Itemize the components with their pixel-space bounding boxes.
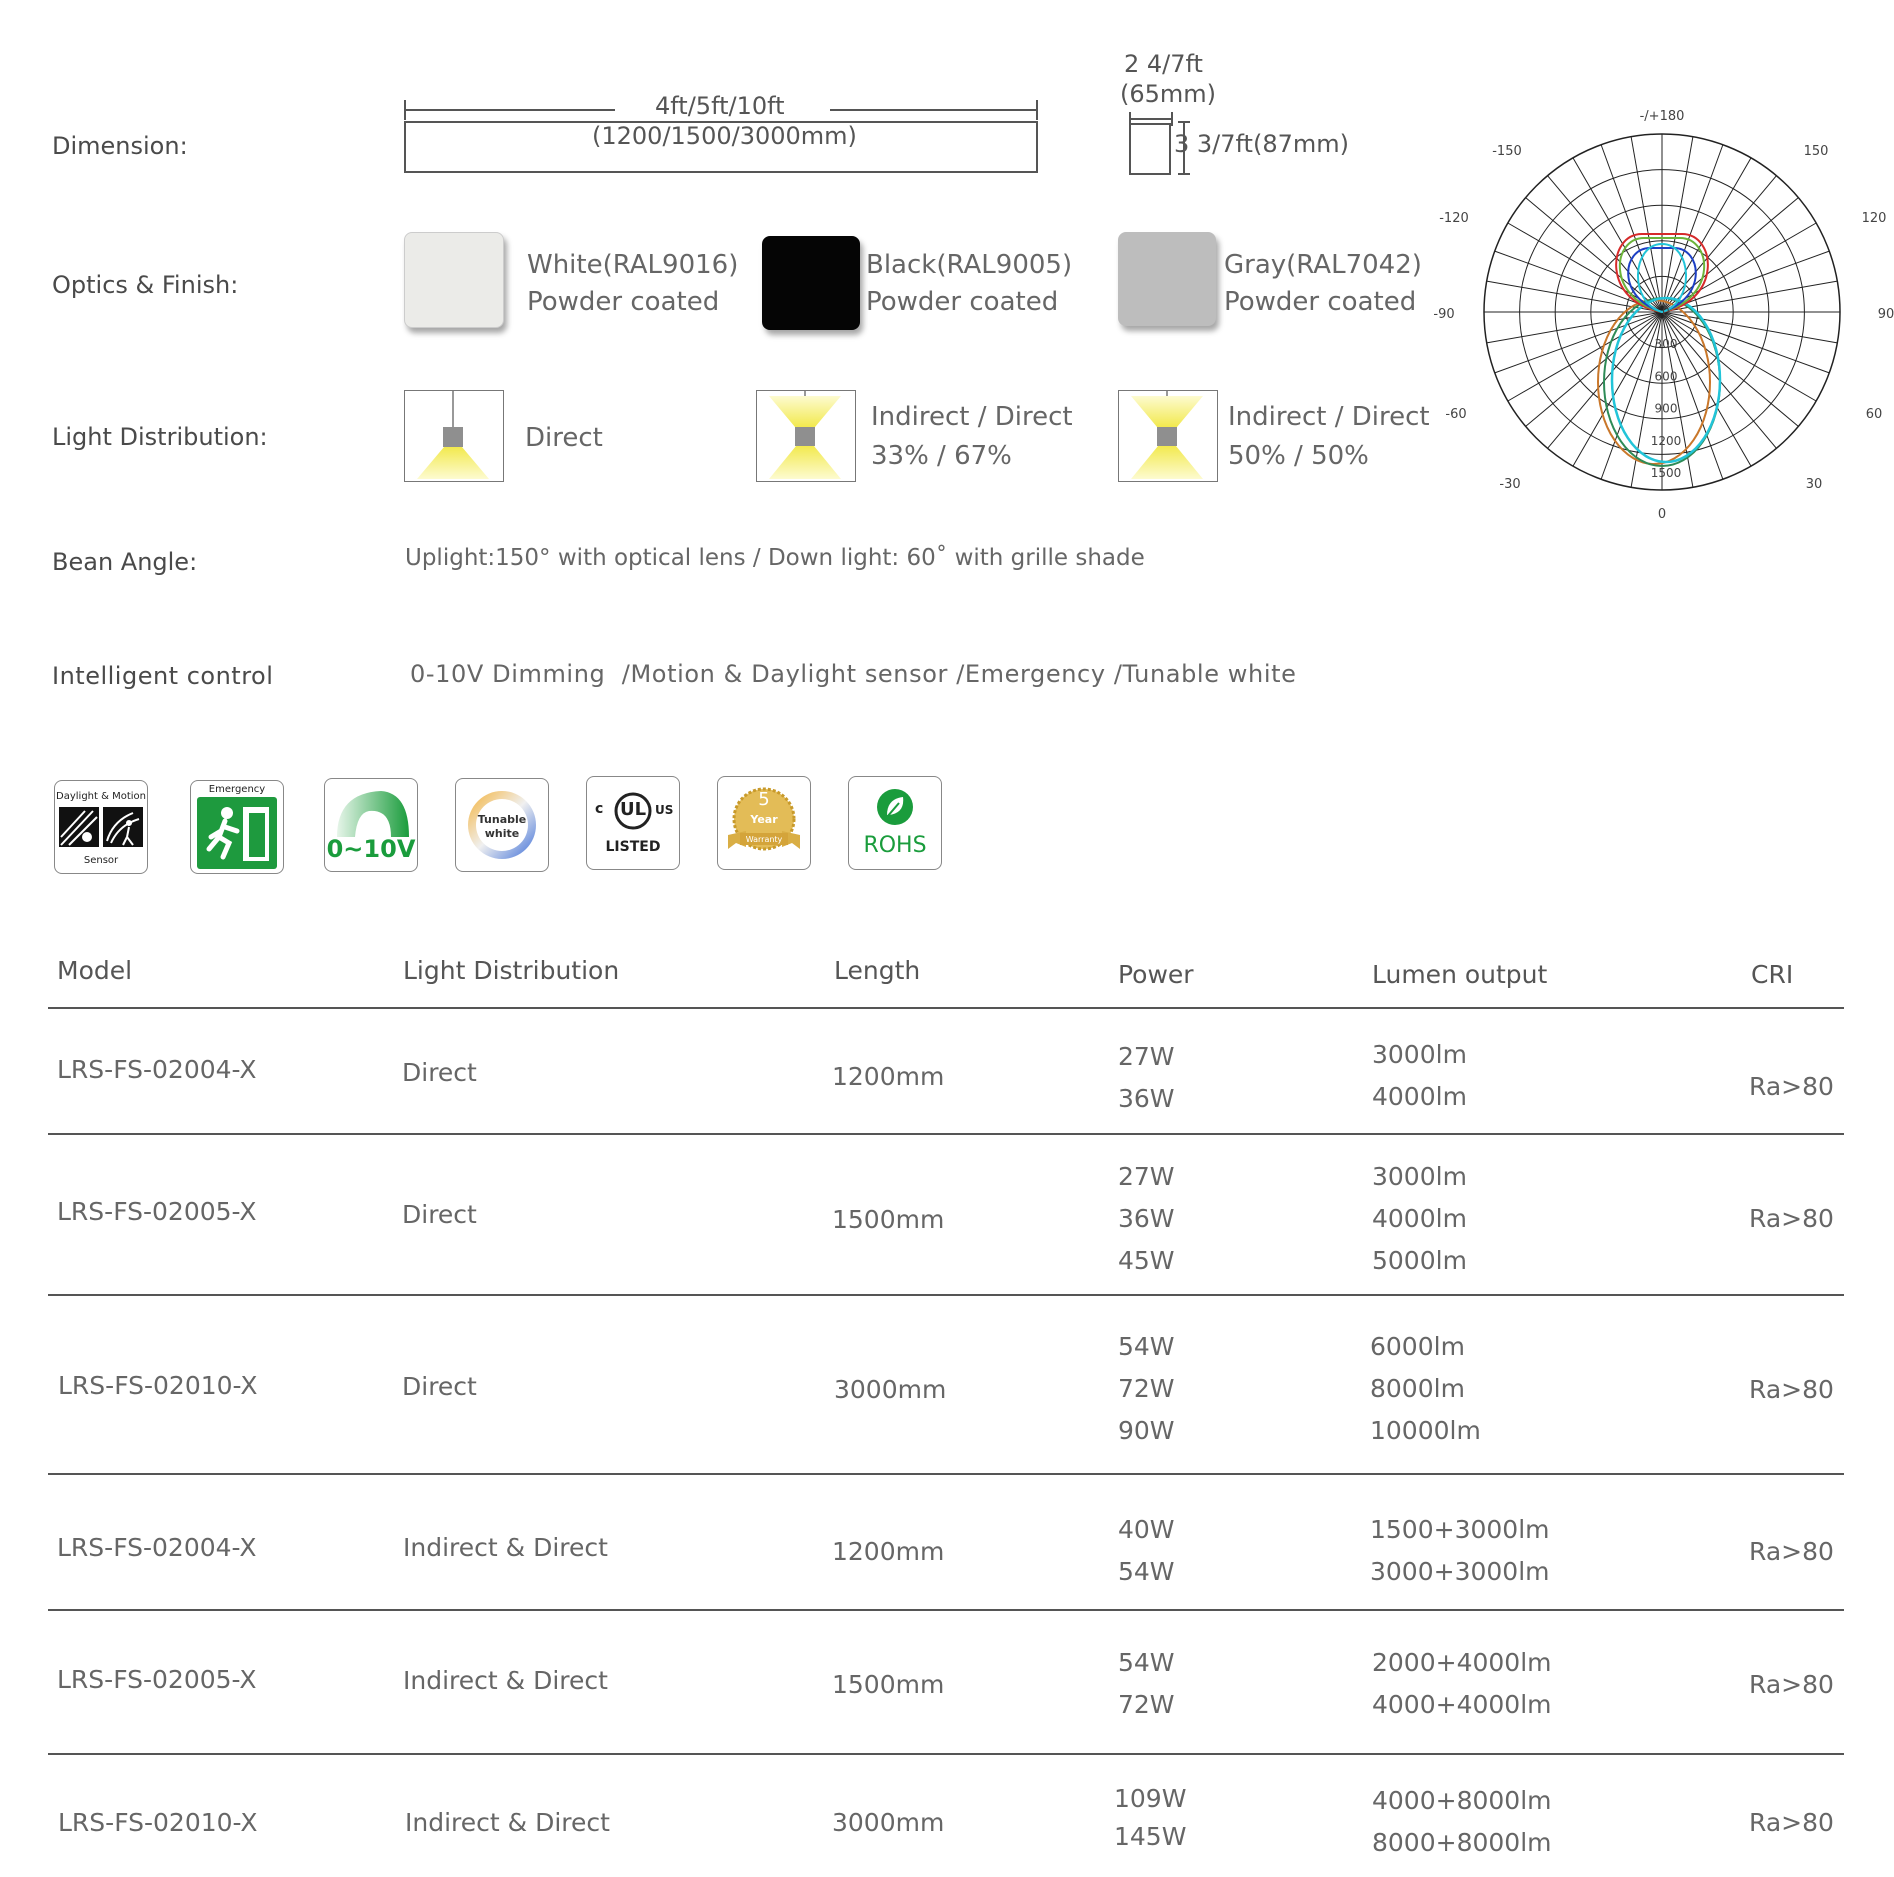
black-finish-coat: Powder coated	[866, 287, 1059, 317]
gray-finish-swatch	[1118, 232, 1216, 326]
row-power	[1118, 1326, 1175, 1452]
emergency-badge	[190, 780, 284, 874]
indirect-direct-33-text: Indirect / Direct	[871, 402, 1073, 432]
rohs-text: ROHS	[863, 833, 927, 858]
row-distribution: Direct	[402, 1058, 477, 1087]
beam-angle-label: Bean Angle:	[52, 548, 198, 576]
indirect-direct-50-ratio: 50% / 50%	[1228, 441, 1369, 471]
row-length: 1500mm	[832, 1670, 945, 1699]
row-distribution: Direct	[402, 1200, 477, 1229]
optics-finish-label: Optics & Finish:	[52, 271, 239, 299]
power-value: 54W	[1118, 1557, 1175, 1586]
lumen-value: 3000lm	[1372, 1162, 1467, 1191]
length-mm-text: (1200/1500/3000mm)	[592, 122, 857, 150]
dimming-0-10v-badge	[324, 778, 418, 872]
rohs-badge	[848, 776, 942, 870]
polar-angle-label: -90	[1433, 307, 1455, 322]
power-value: 54W	[1118, 1332, 1175, 1361]
row-lumen	[1372, 1034, 1467, 1118]
row-lumen	[1372, 1780, 1552, 1864]
indirect-direct-50-text: Indirect / Direct	[1228, 402, 1430, 432]
warranty-year: Year	[750, 813, 778, 826]
power-value: 145W	[1114, 1822, 1187, 1851]
row-model: LRS-FS-02010-X	[58, 1371, 258, 1400]
row-power	[1118, 1156, 1175, 1282]
ul-mark-text: UL	[620, 799, 647, 820]
polar-angle-label: 90	[1877, 307, 1894, 322]
tunable-text-1: Tunable	[477, 813, 527, 826]
polar-label-bottom: 0	[1657, 507, 1667, 522]
row-lumen	[1372, 1642, 1552, 1726]
polar-radial-label: 300	[1654, 337, 1678, 352]
power-value: 36W	[1118, 1204, 1175, 1233]
lumen-value: 6000lm	[1370, 1332, 1465, 1361]
power-value: 27W	[1118, 1042, 1175, 1071]
row-cri: Ra>80	[1749, 1204, 1834, 1233]
sensor-icon	[59, 807, 143, 851]
lumen-value: 2000+4000lm	[1372, 1648, 1552, 1677]
lumen-value: 3000lm	[1372, 1040, 1467, 1069]
daylight-motion-sensor-badge	[54, 780, 148, 874]
header-cri: CRI	[1751, 960, 1794, 989]
sensor-top-text: Daylight & Motion	[56, 791, 146, 802]
dimming-arc-icon	[333, 787, 411, 839]
table-divider	[48, 1753, 1844, 1755]
warranty-label: Warranty	[745, 835, 783, 844]
row-cri: Ra>80	[1749, 1072, 1834, 1101]
table-divider	[48, 1473, 1844, 1475]
row-power	[1118, 1509, 1175, 1593]
emergency-exit-icon	[197, 797, 277, 869]
row-model: LRS-FS-02010-X	[58, 1808, 258, 1837]
table-divider	[48, 1609, 1844, 1611]
power-value: 45W	[1118, 1246, 1175, 1275]
width-mm-text: (65mm)	[1120, 80, 1217, 108]
row-length: 1500mm	[832, 1205, 945, 1234]
length-ft-text: 4ft/5ft/10ft	[655, 92, 785, 120]
polar-angle-label: -30	[1499, 477, 1521, 492]
row-cri: Ra>80	[1749, 1670, 1834, 1699]
row-distribution: Indirect & Direct	[403, 1533, 608, 1562]
intelligent-control-label: Intelligent control	[52, 662, 274, 690]
header-model: Model	[57, 956, 133, 985]
row-power	[1114, 1780, 1186, 1856]
polar-svg	[1430, 100, 1894, 530]
polar-angle-label: -60	[1445, 407, 1467, 422]
lumen-value: 3000+3000lm	[1370, 1557, 1550, 1586]
polar-angle-label: 150	[1803, 144, 1829, 159]
row-lumen	[1372, 1156, 1467, 1282]
lumen-value: 1500+3000lm	[1370, 1515, 1550, 1544]
table-divider	[48, 1007, 1844, 1009]
ul-c-text: c	[595, 801, 604, 817]
beam-angle-text: Uplight:150° with optical lens / Down light: 60˚ with grille shade	[405, 545, 1145, 571]
power-value: 72W	[1118, 1690, 1175, 1719]
header-power: Power	[1118, 960, 1194, 989]
polar-angle-label: 30	[1805, 477, 1823, 492]
warranty-badge	[717, 776, 811, 870]
power-value: 72W	[1118, 1374, 1175, 1403]
light-distribution-label: Light Distribution:	[52, 423, 268, 451]
row-power	[1118, 1036, 1175, 1120]
leaf-icon	[875, 787, 915, 827]
dimension-label: Dimension:	[52, 132, 188, 160]
power-value: 36W	[1118, 1084, 1175, 1113]
polar-radial-label: 0	[1662, 305, 1670, 319]
polar-radial-label: 1200	[1650, 433, 1682, 448]
power-value: 27W	[1118, 1162, 1175, 1191]
sensor-bottom-text: Sensor	[83, 855, 119, 866]
row-model: LRS-FS-02004-X	[57, 1055, 257, 1084]
polar-angle-label: -150	[1492, 144, 1522, 159]
direct-distribution-icon	[404, 390, 504, 482]
tunable-white-badge	[455, 778, 549, 872]
lumen-value: 10000lm	[1370, 1416, 1481, 1445]
polar-radial-label: 600	[1654, 369, 1678, 384]
table-divider	[48, 1133, 1844, 1135]
row-length: 3000mm	[834, 1375, 947, 1404]
header-length: Length	[834, 956, 921, 985]
row-length: 3000mm	[832, 1808, 945, 1837]
indirect-direct-50-50-icon	[1118, 390, 1218, 482]
row-cri: Ra>80	[1749, 1808, 1834, 1837]
header-lumen: Lumen output	[1372, 960, 1548, 989]
row-cri: Ra>80	[1749, 1375, 1834, 1404]
length-dimension-drawing	[400, 92, 1050, 182]
polar-radial-label: 900	[1654, 401, 1678, 416]
white-finish-swatch	[404, 232, 504, 328]
lumen-value: 4000+8000lm	[1372, 1786, 1552, 1815]
black-finish-name: Black(RAL9005)	[866, 250, 1073, 280]
white-finish-name: White(RAL9016)	[527, 250, 739, 280]
cross-section-drawing	[1120, 50, 1380, 180]
lumen-value: 8000+8000lm	[1372, 1828, 1552, 1857]
power-value: 54W	[1118, 1648, 1175, 1677]
row-lumen	[1370, 1509, 1550, 1593]
lumen-value: 4000lm	[1372, 1082, 1467, 1111]
polar-angle-label: 60	[1865, 407, 1883, 422]
indirect-direct-33-ratio: 33% / 67%	[871, 441, 1012, 471]
polar-angle-label: 120	[1861, 211, 1887, 226]
ul-listed-badge	[586, 776, 680, 870]
height-text: 3 3/7ft(87mm)	[1174, 130, 1349, 158]
width-ft-text: 2 4/7ft	[1124, 50, 1203, 78]
row-model: LRS-FS-02004-X	[57, 1533, 257, 1562]
ul-listed-text: LISTED	[605, 839, 661, 855]
tunable-text-2: white	[484, 827, 520, 840]
dimming-text: 0~10V	[326, 835, 416, 863]
emergency-text: Emergency	[208, 784, 266, 795]
row-distribution: Direct	[402, 1372, 477, 1401]
lumen-value: 8000lm	[1370, 1374, 1465, 1403]
polar-angle-label: -120	[1439, 211, 1469, 226]
row-power	[1118, 1642, 1175, 1726]
power-value: 109W	[1114, 1784, 1187, 1813]
lumen-value: 4000lm	[1372, 1204, 1467, 1233]
polar-radial-label: 1500	[1650, 466, 1682, 481]
power-value: 90W	[1118, 1416, 1175, 1445]
row-length: 1200mm	[832, 1062, 945, 1091]
polar-distribution-chart	[1430, 100, 1894, 530]
row-cri: Ra>80	[1749, 1537, 1834, 1566]
row-model: LRS-FS-02005-X	[57, 1197, 257, 1226]
row-distribution: Indirect & Direct	[405, 1808, 610, 1837]
gray-finish-coat: Powder coated	[1224, 287, 1417, 317]
ul-us-text: US	[655, 803, 674, 817]
white-finish-coat: Powder coated	[527, 287, 720, 317]
polar-label-top: -/+180	[1639, 109, 1685, 124]
power-value: 40W	[1118, 1515, 1175, 1544]
intelligent-control-text: 0-10V Dimming /Motion & Daylight sensor /Emergency /Tunable white	[410, 660, 1297, 688]
indirect-direct-33-67-icon	[756, 390, 856, 482]
table-divider	[48, 1294, 1844, 1296]
warranty-number: 5	[758, 789, 770, 810]
lumen-value: 5000lm	[1372, 1246, 1467, 1275]
lumen-value: 4000+4000lm	[1372, 1690, 1552, 1719]
gray-finish-name: Gray(RAL7042)	[1224, 250, 1422, 280]
row-model: LRS-FS-02005-X	[57, 1665, 257, 1694]
black-finish-swatch	[762, 236, 860, 330]
row-distribution: Indirect & Direct	[403, 1666, 608, 1695]
row-length: 1200mm	[832, 1537, 945, 1566]
header-light-distribution: Light Distribution	[403, 956, 620, 985]
direct-distribution-text: Direct	[525, 423, 603, 453]
row-lumen	[1370, 1326, 1481, 1452]
